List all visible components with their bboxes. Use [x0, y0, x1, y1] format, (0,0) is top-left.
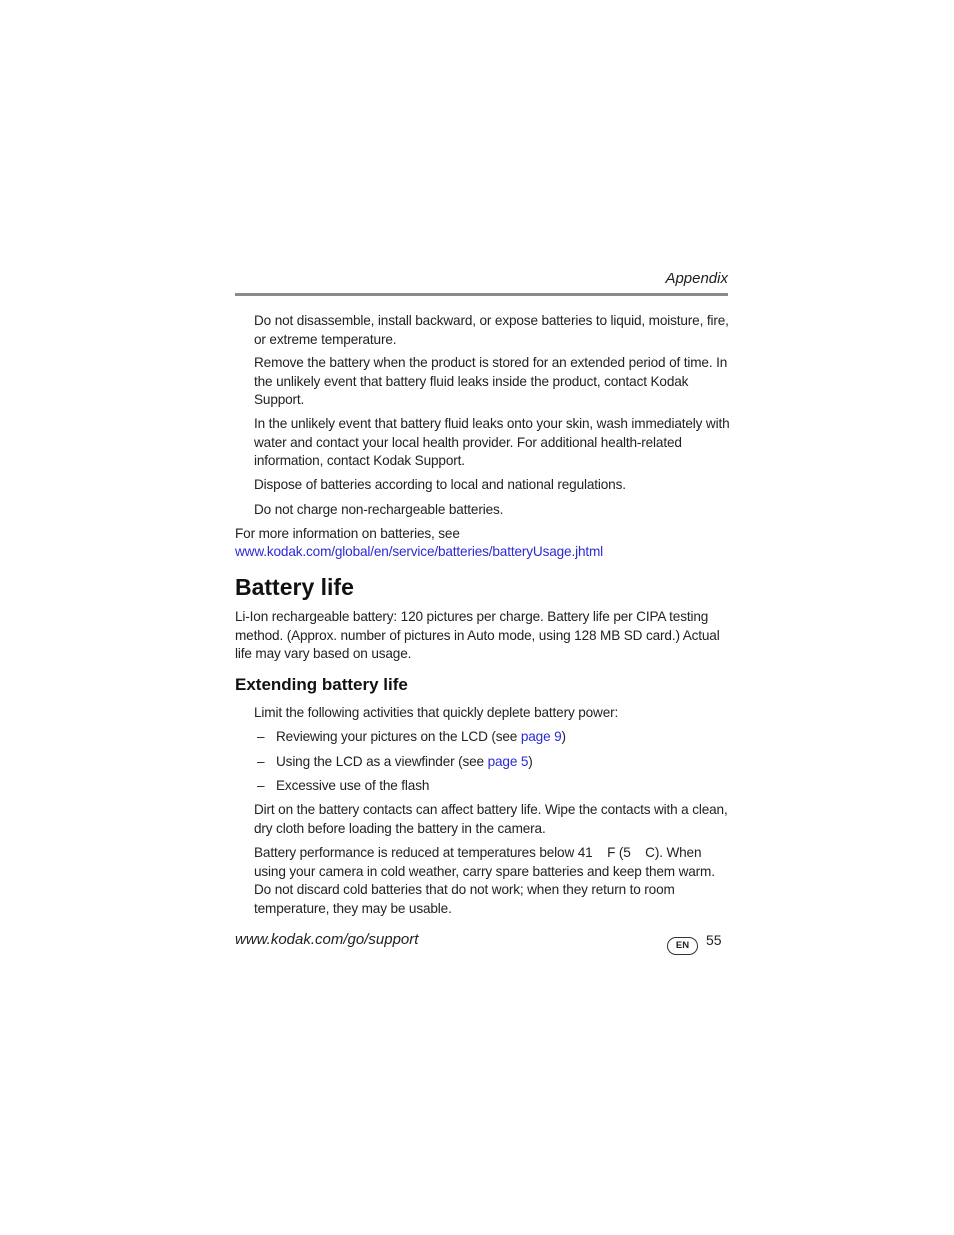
list-dash: – [257, 729, 265, 744]
safety-item-2: Remove the battery when the product is stored for an extended period of time. In the unlikely event that battery fluid leaks inside the product, contact Kodak Support. [254, 355, 728, 407]
list-dash: – [257, 754, 265, 769]
header-rule [235, 293, 728, 296]
list-item-suffix: ) [561, 729, 566, 744]
cold-paragraph: Battery performance is reduced at temperatures below 41 F (5 C). When using your camera in cold weather, carry spare batteries and keep them warm. Do not discard cold batteries that do not work; when they return to room temperature, they may be usable. [254, 845, 719, 916]
list-item-text: Using the LCD as a viewfinder (see [276, 754, 488, 769]
safety-item-1: Do not disassemble, install backward, or expose batteries to liquid, moisture, fire, or extreme temperature. [254, 313, 729, 347]
list-item-text: Reviewing your pictures on the LCD (see [276, 729, 521, 744]
list-item [276, 728, 566, 747]
list-item-text: Excessive use of the flash [276, 778, 430, 793]
list-item [276, 753, 533, 772]
battery-usage-link[interactable]: www.kodak.com/global/en/service/batteries/batteryUsage.jhtml [235, 544, 604, 559]
extending-intro: Limit the following activities that quickly deplete battery power: [254, 705, 619, 720]
list-item-suffix: ) [528, 754, 533, 769]
safety-item-4: Dispose of batteries according to local and national regulations. [254, 477, 626, 492]
dirt-paragraph: Dirt on the battery contacts can affect battery life. Wipe the contacts with a clean, dry cloth before loading the battery in the camera. [254, 802, 728, 836]
more-info-text: For more information on batteries, see [235, 526, 460, 541]
page-9-link[interactable]: page 9 [520, 729, 562, 744]
extending-battery-life-heading: Extending battery life [235, 675, 408, 694]
list-dash: – [257, 778, 265, 793]
battery-life-heading: Battery life [235, 574, 354, 600]
section-label: Appendix [665, 270, 728, 287]
safety-item-5: Do not charge non-rechargeable batteries. [254, 502, 504, 517]
safety-item-3: In the unlikely event that battery fluid leaks onto your skin, wash immediately with water and contact your local health provider. For additional health-related information, contact Kodak Support. [254, 416, 730, 468]
support-url[interactable]: www.kodak.com/go/support [235, 931, 419, 948]
language-badge: EN [667, 937, 698, 955]
battery-life-body: Li-Ion rechargeable battery: 120 pictures per charge. Battery life per CIPA testing method. (Approx. number of pictures in Auto mode, using 128 MB SD card.) Actual life may vary based on usage. [235, 609, 720, 661]
page-5-link[interactable]: page 5 [487, 754, 529, 769]
list-item [276, 777, 429, 796]
page-number: 55 [706, 932, 722, 948]
